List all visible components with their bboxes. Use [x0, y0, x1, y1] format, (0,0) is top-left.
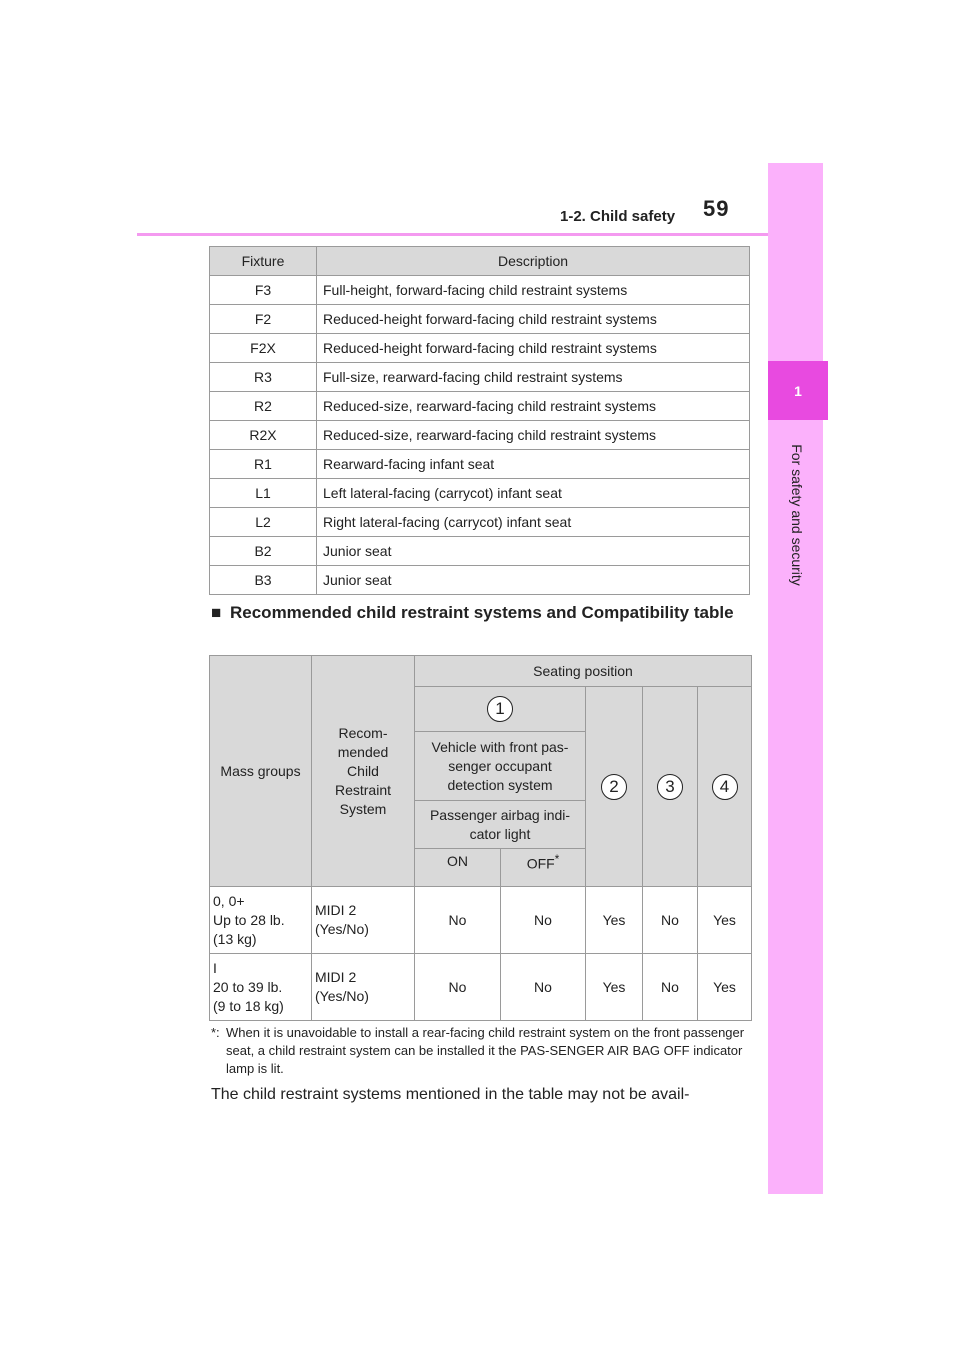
- compat-header-row-1: [210, 656, 752, 687]
- fixture-code: R3: [210, 363, 317, 392]
- compatibility-value: Yes: [586, 887, 643, 954]
- seat-position-2-icon: 2: [601, 774, 627, 800]
- fixture-column-header: Fixture: [210, 247, 317, 276]
- heading-bullet: ■: [211, 603, 222, 622]
- fixture-row: [210, 392, 750, 421]
- footnote-mark: *:: [211, 1025, 220, 1040]
- fixture-description: Full-height, forward-facing child restraint systems: [317, 276, 750, 305]
- occupant-detection-header: Vehicle with front pas- senger occupant detection system: [415, 732, 586, 801]
- body-paragraph: The child restraint systems mentioned in the table may not be avail-: [211, 1086, 690, 1103]
- restraint-system-cell: MIDI 2 (Yes/No): [312, 954, 415, 1021]
- fixture-row: [210, 421, 750, 450]
- fixture-code: L2: [210, 508, 317, 537]
- fixture-description: Reduced-size, rearward-facing child restraint systems: [317, 392, 750, 421]
- fixture-description: Right lateral-facing (carrycot) infant seat: [317, 508, 750, 537]
- footnote-text: When it is unavoidable to install a rear-facing child restraint system on the front passenger seat, a child restraint system can be installed it the PAS-SENGER AIR BAG OFF indicator lamp is lit.: [226, 1025, 745, 1076]
- fixture-description: Junior seat: [317, 566, 750, 595]
- footnote: [211, 1024, 746, 1078]
- section-title: 1-2. Child safety: [560, 208, 676, 225]
- chapter-label: For safety and security: [789, 444, 805, 586]
- fixture-row: [210, 450, 750, 479]
- compatibility-value: No: [415, 887, 501, 954]
- seat-position-1-icon: 1: [487, 696, 513, 722]
- fixture-row: [210, 363, 750, 392]
- fixture-table: [209, 246, 750, 595]
- compatibility-value: No: [501, 887, 586, 954]
- fixture-description: Junior seat: [317, 537, 750, 566]
- seat-position-4-icon: 4: [712, 774, 738, 800]
- fixture-description: Rearward-facing infant seat: [317, 450, 750, 479]
- compatibility-table: [209, 655, 752, 1021]
- fixture-row: [210, 508, 750, 537]
- fixture-code: B2: [210, 537, 317, 566]
- fixture-row: [210, 305, 750, 334]
- restraint-system-cell: MIDI 2 (Yes/No): [312, 887, 415, 954]
- section-heading: [211, 602, 741, 624]
- airbag-indicator-header: Passenger airbag indi- cator light: [415, 801, 586, 849]
- seating-position-header: Seating position: [415, 656, 752, 687]
- compatibility-value: No: [643, 887, 698, 954]
- fixture-code: B3: [210, 566, 317, 595]
- compatibility-table-body: [210, 887, 752, 1021]
- fixture-description: Left lateral-facing (carrycot) infant seat: [317, 479, 750, 508]
- fixture-description: Reduced-height forward-facing child restraint systems: [317, 334, 750, 363]
- fixture-code: L1: [210, 479, 317, 508]
- mass-group-cell: 0, 0+ Up to 28 lb. (13 kg): [210, 887, 312, 954]
- header-divider: [137, 233, 768, 236]
- fixture-row: [210, 566, 750, 595]
- compatibility-value: Yes: [586, 954, 643, 1021]
- fixture-row: [210, 276, 750, 305]
- fixture-code: R2: [210, 392, 317, 421]
- fixture-table-header: [210, 247, 750, 276]
- heading-text: Recommended child restraint systems and Compatibility table: [230, 603, 734, 622]
- mass-group-cell: I 20 to 39 lb. (9 to 18 kg): [210, 954, 312, 1021]
- fixture-code: F3: [210, 276, 317, 305]
- seat-position-3-icon: 3: [657, 774, 683, 800]
- description-column-header: Description: [317, 247, 750, 276]
- seat-position-2-cell: [586, 687, 643, 887]
- fixture-row: [210, 479, 750, 508]
- side-tab: [768, 163, 823, 1194]
- seat-position-4-cell: [698, 687, 752, 887]
- indicator-off-header: [501, 849, 586, 887]
- fixture-description: Full-size, rearward-facing child restraint systems: [317, 363, 750, 392]
- fixture-code: R2X: [210, 421, 317, 450]
- compat-row: [210, 887, 752, 954]
- fixture-description: Reduced-height forward-facing child restraint systems: [317, 305, 750, 334]
- compatibility-value: No: [415, 954, 501, 1021]
- fixture-table-body: [210, 276, 750, 595]
- off-footnote-mark: *: [554, 853, 560, 866]
- fixture-code: F2: [210, 305, 317, 334]
- seat-position-1-cell: [415, 687, 586, 732]
- seat-position-3-cell: [643, 687, 698, 887]
- recommended-system-header: Recom- mended Child Restraint System: [312, 656, 415, 887]
- compatibility-value: Yes: [698, 954, 752, 1021]
- indicator-on-header: ON: [415, 849, 501, 887]
- compatibility-value: Yes: [698, 887, 752, 954]
- fixture-row: [210, 334, 750, 363]
- compatibility-value: No: [501, 954, 586, 1021]
- compatibility-value: No: [643, 954, 698, 1021]
- fixture-description: Reduced-size, rearward-facing child restraint systems: [317, 421, 750, 450]
- chapter-number: 1: [768, 361, 828, 420]
- off-label: OFF: [526, 855, 555, 872]
- fixture-code: F2X: [210, 334, 317, 363]
- page-number: 59: [703, 196, 730, 221]
- compat-row: [210, 954, 752, 1021]
- mass-groups-header: Mass groups: [210, 656, 312, 887]
- fixture-row: [210, 537, 750, 566]
- fixture-code: R1: [210, 450, 317, 479]
